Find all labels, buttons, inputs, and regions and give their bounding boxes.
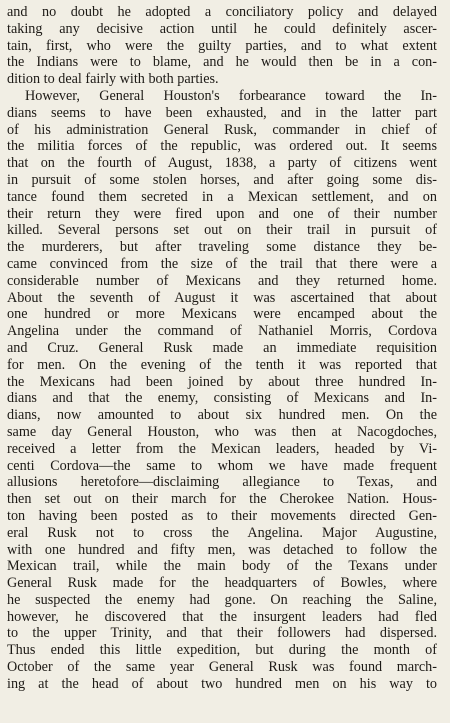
text-line: General Rusk made for the headquarters of Bowles, where <box>7 575 437 592</box>
text-line: for men. On the evening of the tenth it was reported that <box>7 356 437 373</box>
text-line: killed. Several persons set out on their trail in pursuit of <box>7 222 437 239</box>
text-line: tance found them secreted in a Mexican settlement, and on <box>7 188 437 205</box>
text-line: the Indians were to blame, and he would then be in a con- <box>7 54 437 71</box>
text-line: the murderers, but after traveling some distance they be- <box>7 239 437 256</box>
text-line: October of the same year General Rusk was found march- <box>7 659 437 676</box>
text-line: of his administration General Rusk, commander in chief of <box>7 121 437 138</box>
text-line: their return they were fired upon and one of their number <box>7 205 437 222</box>
text-line: dians, now amounted to about six hundred men. On the <box>7 407 437 424</box>
text-line: and no doubt he adopted a conciliatory policy and delayed <box>7 4 437 20</box>
text-line: Angelina under the command of Nathaniel Morris, Cordova <box>7 323 437 340</box>
text-line: considerable number of Mexicans and they returned home. <box>7 272 437 289</box>
text-line: tain, first, who were the guilty parties, and to what extent <box>7 37 437 54</box>
text-line: he suspected the enemy had gone. On reaching the Saline, <box>7 591 437 608</box>
text-line: to the upper Trinity, and that their followers had dispersed. <box>7 625 437 642</box>
text-line: taking any decisive action until he could definitely ascer- <box>7 20 437 37</box>
text-line: centi Cordova—the same to whom we have made frequent <box>7 457 437 474</box>
text-line: dians seems to have been exhausted, and in the latter part <box>7 104 437 121</box>
text-line: Thus ended this little expedition, but during the month of <box>7 642 437 659</box>
text-line: the militia forces of the republic, was ordered out. It seems <box>7 138 437 155</box>
text-line: and Cruz. General Rusk made an immediate requisition <box>7 339 437 356</box>
text-line: in pursuit of some stolen horses, and after going some dis- <box>7 171 437 188</box>
text-line: eral Rusk not to cross the Angelina. Major Augustine, <box>7 524 437 541</box>
text-line: the Mexicans had been joined by about three hundred In- <box>7 373 437 390</box>
text-line: ton having been posted as to their movements directed Gen- <box>7 507 437 524</box>
text-line: came convinced from the size of the trail that there were a <box>7 255 437 272</box>
text-line: dians and that the enemy, consisting of Mexicans and In- <box>7 390 437 407</box>
text-line: allusions heretofore—disclaiming allegiance to Texas, and <box>7 474 437 491</box>
text-line: then set out on their march for the Cherokee Nation. Hous- <box>7 491 437 508</box>
text-line: Mexican trail, while the main body of the Texans under <box>7 558 437 575</box>
text-line: with one hundred and fifty men, was detached to follow the <box>7 541 437 558</box>
text-line: received a letter from the Mexican leaders, headed by Vi- <box>7 440 437 457</box>
text-line: ing at the head of about two hundred men on his way to <box>7 675 437 692</box>
text-line: one hundred or more Mexicans were encamped about the <box>7 306 437 323</box>
text-line: that on the fourth of August, 1838, a party of citizens went <box>7 155 437 172</box>
text-line: however, he discovered that the insurgent leaders had fled <box>7 608 437 625</box>
text-line: same day General Houston, who was then at Nacogdoches, <box>7 423 437 440</box>
paragraph-last-line: dition to deal fairly with both parties. <box>7 71 219 88</box>
body-text <box>7 4 437 693</box>
paragraph-first-line: However, General Houston's forbearance toward the In- <box>25 87 437 104</box>
text-line: About the seventh of August it was ascertained that about <box>7 289 437 306</box>
